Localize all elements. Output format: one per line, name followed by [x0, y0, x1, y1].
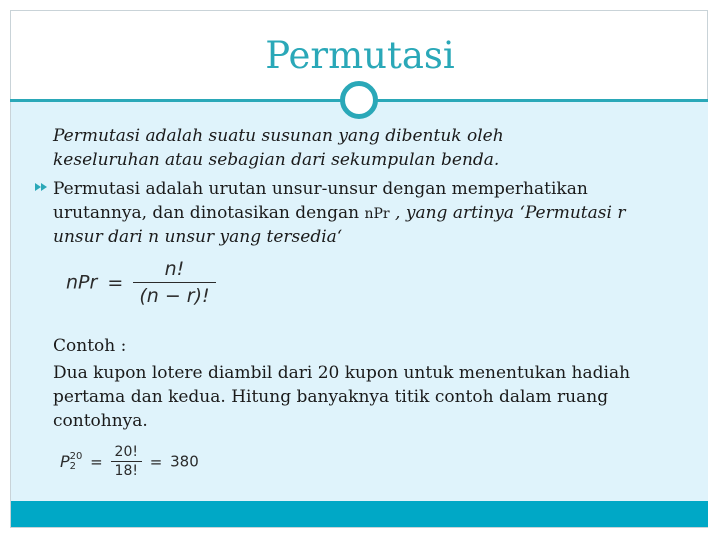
bullet-line-3: unsur dari n unsur yang tersedia‘ — [53, 227, 343, 247]
permutation-formula — [66, 258, 216, 307]
answer-numerator: 20! — [114, 444, 138, 460]
answer-subscript: 2 — [69, 460, 77, 472]
bullet-line-2 — [53, 201, 625, 226]
bullet-line-2-meaning: , yang artinya ‘Permutasi r — [389, 203, 626, 223]
definition-line-2: keseluruhan atau sebagian dari sekumpulan benda. — [53, 150, 500, 170]
arrow-bullet-icon — [34, 180, 50, 198]
answer-symbol: P — [60, 452, 70, 471]
example-line-1: Dua kupon lotere diambil dari 20 kupon untuk menentukan hadiah — [53, 363, 631, 383]
example-line-3: contohnya. — [53, 411, 148, 431]
example-line-2: pertama dan kedua. Hitung banyaknya titik contoh dalam ruang — [53, 387, 609, 407]
answer-denominator: 18! — [111, 461, 142, 479]
answer-fraction — [111, 444, 142, 479]
answer-formula — [60, 444, 199, 479]
notation-npr: nPr — [364, 206, 390, 222]
answer-scripts — [70, 452, 83, 472]
answer-result: 380 — [170, 452, 199, 471]
answer-equals: = — [90, 452, 103, 471]
formula-lhs: nPr — [66, 271, 98, 294]
formula-denominator: (n − r)! — [133, 282, 215, 307]
footer-bar — [11, 501, 708, 527]
bullet-line-1: Permutasi adalah urutan unsur-unsur dengan memperhatikan — [53, 179, 588, 199]
bullet-line-2-text: urutannya, dan dinotasikan dengan — [53, 203, 365, 223]
example-heading: Contoh : — [53, 336, 127, 356]
answer-superscript: 20 — [69, 450, 83, 462]
slide-title: Permutasi — [265, 34, 455, 77]
formula-numerator: n! — [164, 258, 185, 280]
definition-line-1: Permutasi adalah suatu susunan yang dibentuk oleh — [53, 126, 504, 146]
formula-fraction — [133, 258, 215, 307]
ring-ornament-icon — [340, 81, 378, 119]
formula-equals: = — [107, 271, 124, 294]
answer-equals-2: = — [149, 452, 163, 471]
